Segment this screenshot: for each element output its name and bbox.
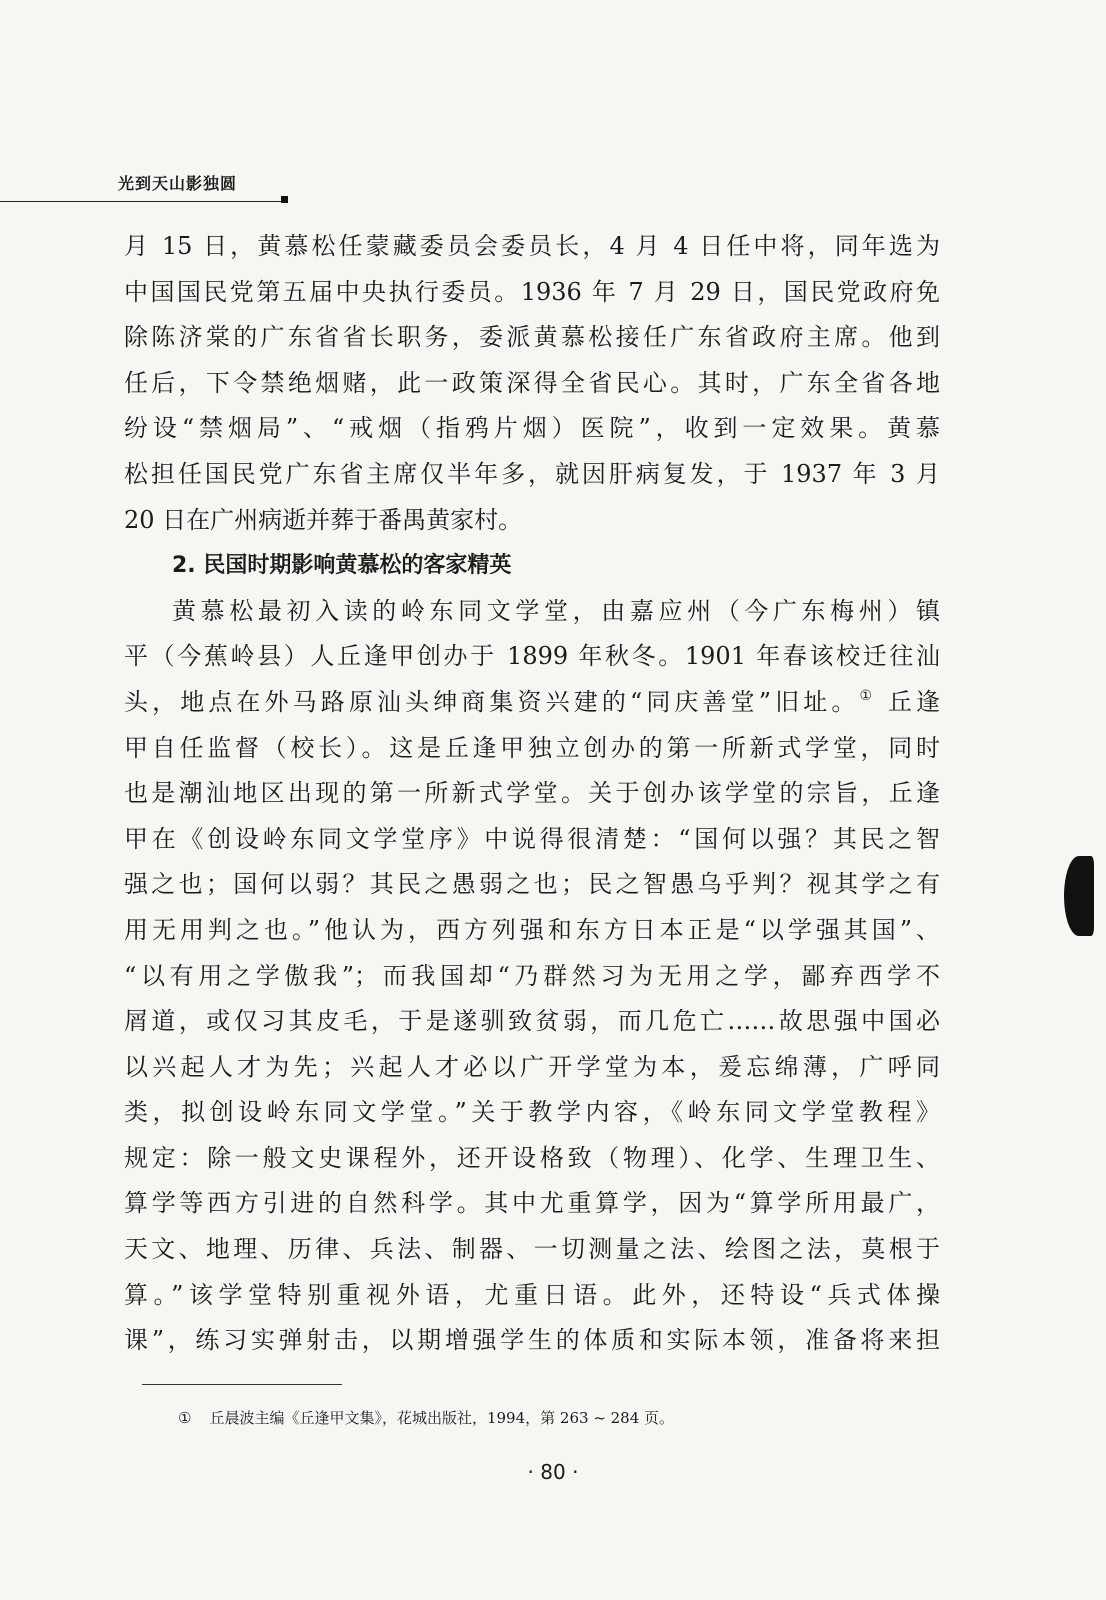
section-heading: 2. 民国时期影响黄慕松的客家精英 xyxy=(172,553,512,579)
text-segment: 头，地点在外马路原汕头绅商集资兴建的“同庆善堂”旧址。 xyxy=(124,687,860,716)
text-line: 屑道，或仅习其皮毛，于是遂驯致贫弱，而几危亡……故思强中国必 xyxy=(124,1007,940,1036)
page-number: · 80 · xyxy=(527,1460,579,1484)
text-segment: 丘逢 xyxy=(876,687,940,716)
text-line: 平（今蕉岭县）人丘逢甲创办于 1899 年秋冬。1901 年春该校迁往汕 xyxy=(124,642,940,671)
text-line: 天文、地理、历律、兵法、制器、一切测量之法、绘图之法，莫根于 xyxy=(124,1235,940,1264)
footnote xyxy=(178,1407,674,1428)
text-line: 用无用判之也。”他认为，西方列强和东方日本正是“以学强其国”、 xyxy=(124,915,940,944)
text-line: 任后，下令禁绝烟赌，此一政策深得全省民心。其时，广东全省各地 xyxy=(124,368,940,397)
footnote-number: ① xyxy=(178,1409,192,1427)
text-line: 甲在《创设岭东同文学堂序》中说得很清楚：“国何以强？其民之智 xyxy=(124,824,940,853)
text-line: 除陈济棠的广东省省长职务，委派黄慕松接任广东省政府主席。他到 xyxy=(124,323,940,352)
text-line: 课”，练习实弹射击，以期增强学生的体质和实际本领，准备将来担 xyxy=(124,1326,940,1355)
text-line: 以兴起人才为先；兴起人才必以广开学堂为本，爰忘绵薄，广呼同 xyxy=(124,1052,940,1081)
text-line: “以有用之学傲我”；而我国却“乃群然习为无用之学，鄙弃西学不 xyxy=(124,961,940,990)
header-square-marker xyxy=(281,196,288,203)
running-title: 光到天山影独圆 xyxy=(118,174,238,193)
text-line: 规定：除一般文史课程外，还开设格致（物理）、化学、生理卫生、 xyxy=(124,1143,940,1172)
text-line: 黄慕松最初入读的岭东同文学堂，由嘉应州（今广东梅州）镇 xyxy=(172,596,940,625)
text-line: 中国国民党第五届中央执行委员。1936 年 7 月 29 日，国民党政府免 xyxy=(124,277,940,306)
text-line: 也是潮汕地区出现的第一所新式学堂。关于创办该学堂的宗旨，丘逢 xyxy=(124,779,940,808)
header-rule xyxy=(0,201,286,202)
scan-edge-mark xyxy=(1064,856,1094,936)
text-line-with-footnote xyxy=(124,680,940,726)
footnote-text: 丘晨波主编《丘逢甲文集》，花城出版社，1994，第 263 ~ 284 页。 xyxy=(209,1409,675,1427)
text-line: 甲自任监督（校长）。这是丘逢甲独立创办的第一所新式学堂，同时 xyxy=(124,733,940,762)
text-line: 月 15 日，黄慕松任蒙藏委员会委员长，4 月 4 日任中将，同年选为 xyxy=(124,232,940,260)
text-line: 算。”该学堂特别重视外语，尤重日语。此外，还特设“兵式体操 xyxy=(124,1280,940,1309)
text-line: 松担任国民党广东省主席仅半年多，就因肝病复发，于 1937 年 3 月 xyxy=(124,459,940,488)
text-line: 强之也；国何以弱？其民之愚弱之也；民之智愚乌乎判？视其学之有 xyxy=(124,870,940,899)
text-line: 20 日在广州病逝并葬于番禺黄家村。 xyxy=(124,505,523,534)
text-line: 纷设“禁烟局”、“戒烟（指鸦片烟）医院”，收到一定效果。黄慕 xyxy=(124,414,940,443)
text-line: 类，拟创设岭东同文学堂。”关于教学内容，《岭东同文学堂教程》 xyxy=(124,1098,940,1127)
text-line: 算学等西方引进的自然科学。其中尤重算学，因为“算学所用最广， xyxy=(124,1189,940,1218)
footnote-reference[interactable]: ① xyxy=(859,687,877,704)
body-text xyxy=(124,224,940,1364)
footnote-rule xyxy=(142,1384,342,1385)
